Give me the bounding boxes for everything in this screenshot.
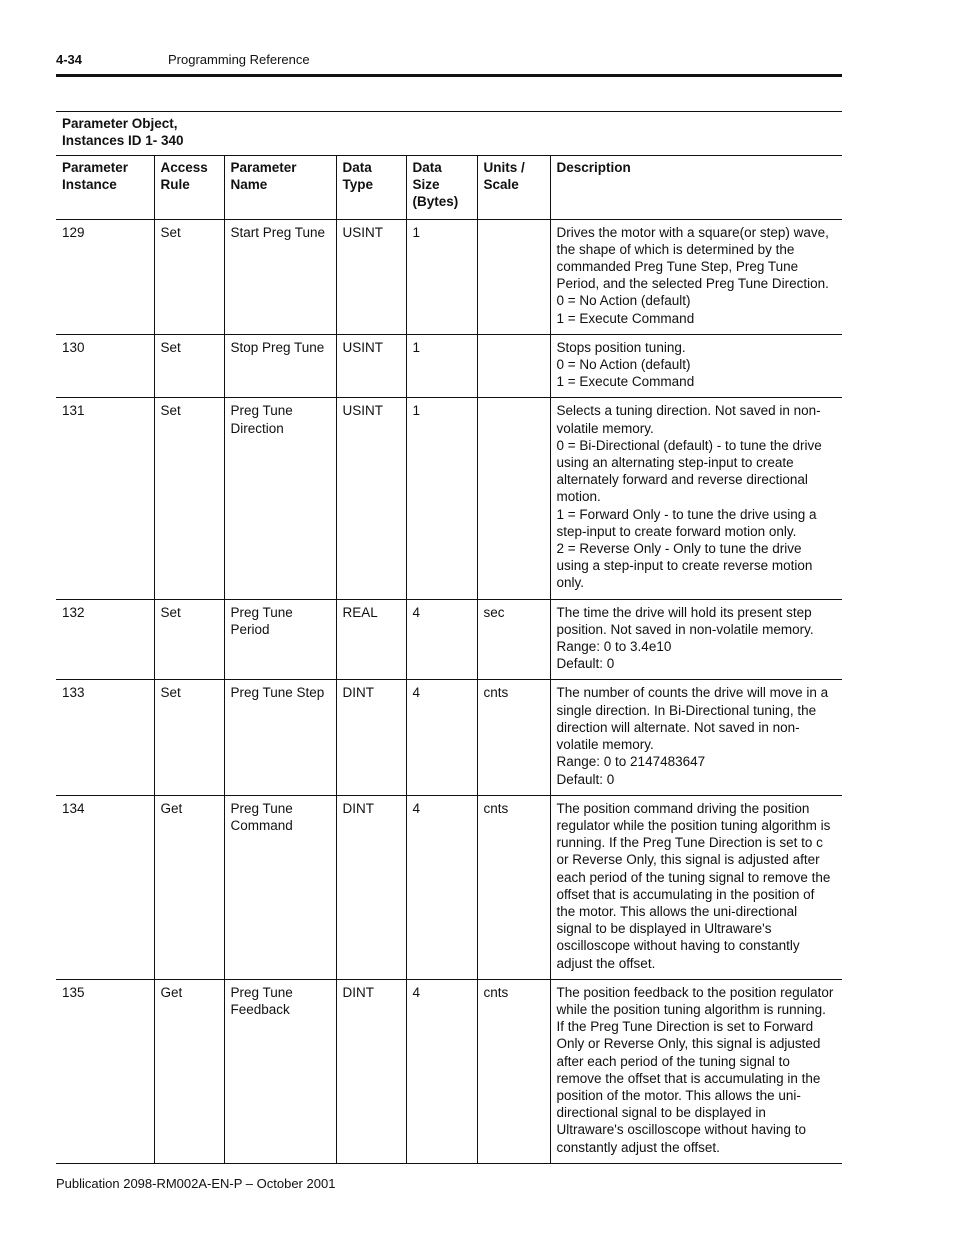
cell-name: Preg Tune Step — [224, 680, 336, 795]
header-size: Data Size (Bytes) — [406, 156, 477, 220]
header-type: Data Type — [336, 156, 406, 220]
cell-instance: 133 — [56, 680, 154, 795]
page-number: 4-34 — [56, 52, 83, 67]
cell-type: USINT — [336, 334, 406, 398]
cell-instance: 135 — [56, 979, 154, 1163]
cell-name: Start Preg Tune — [224, 219, 336, 334]
cell-type: DINT — [336, 795, 406, 979]
table-header-row — [56, 156, 842, 220]
cell-instance: 131 — [56, 398, 154, 599]
table-row — [56, 979, 842, 1163]
cell-type: USINT — [336, 219, 406, 334]
cell-type: REAL — [336, 599, 406, 680]
header-instance: Parameter Instance — [56, 156, 154, 220]
cell-units — [477, 398, 550, 599]
cell-instance: 134 — [56, 795, 154, 979]
caption-line-2: Instances ID 1- 340 — [62, 133, 184, 148]
cell-description: The position command driving the position regulator while the position tuning algorithm is running. If the Preg Tune Direction is set to c or Reverse Only, this signal is adjusted after each period of the tuning signal to remove the offset that is accumulating in the position of the motor. This allows the uni-directional signal to be displayed in Ultraware's oscilloscope without having to constantly adjust the offset. — [550, 795, 842, 979]
cell-type: DINT — [336, 680, 406, 795]
table-row — [56, 398, 842, 599]
cell-description: The number of counts the drive will move in a single direction. In Bi-Directional tuning, the direction will alternate. Not saved in non-volatile memory. Range: 0 to 2147483647 Default: 0 — [550, 680, 842, 795]
cell-access: Get — [154, 979, 224, 1163]
cell-size: 1 — [406, 219, 477, 334]
header-name: Parameter Name — [224, 156, 336, 220]
cell-description: Drives the motor with a square(or step) wave, the shape of which is determined by the commanded Preg Tune Step, Preg Tune Period, and the selected Preg Tune Direction. 0 = No Action (default) 1 = Execute Command — [550, 219, 842, 334]
cell-type: USINT — [336, 398, 406, 599]
header-description: Description — [550, 156, 842, 220]
cell-access: Set — [154, 680, 224, 795]
cell-units: cnts — [477, 680, 550, 795]
cell-description: The time the drive will hold its present step position. Not saved in non-volatile memory. Range: 0 to 3.4e10 Default: 0 — [550, 599, 842, 680]
cell-name: Preg Tune Command — [224, 795, 336, 979]
parameter-table — [56, 155, 842, 1164]
cell-units: sec — [477, 599, 550, 680]
cell-description: Selects a tuning direction. Not saved in non-volatile memory. 0 = Bi-Directional (default) - to tune the drive using an alternating step-input to create alternately forward and reverse directional motion. 1 = Forward Only - to tune the drive using a step-input to create forward motion only. 2 = Reverse Only - Only to tune the drive using a step-input to create reverse motion only. — [550, 398, 842, 599]
table-row — [56, 599, 842, 680]
section-title: Programming Reference — [168, 52, 310, 67]
cell-instance: 130 — [56, 334, 154, 398]
cell-size: 1 — [406, 334, 477, 398]
publication-footer: Publication 2098-RM002A-EN-P – October 2001 — [56, 1176, 336, 1191]
cell-units: cnts — [477, 979, 550, 1163]
cell-instance: 132 — [56, 599, 154, 680]
table-row — [56, 334, 842, 398]
cell-size: 4 — [406, 979, 477, 1163]
cell-size: 4 — [406, 599, 477, 680]
cell-name: Stop Preg Tune — [224, 334, 336, 398]
header-units: Units / Scale — [477, 156, 550, 220]
cell-size: 4 — [406, 795, 477, 979]
cell-name: Preg Tune Period — [224, 599, 336, 680]
table-row — [56, 680, 842, 795]
cell-units: cnts — [477, 795, 550, 979]
header-rule — [56, 74, 842, 77]
cell-description: Stops position tuning. 0 = No Action (default) 1 = Execute Command — [550, 334, 842, 398]
cell-name: Preg Tune Feedback — [224, 979, 336, 1163]
cell-size: 4 — [406, 680, 477, 795]
cell-type: DINT — [336, 979, 406, 1163]
cell-access: Set — [154, 599, 224, 680]
cell-access: Set — [154, 398, 224, 599]
table-caption — [62, 115, 184, 149]
caption-line-1: Parameter Object, — [62, 116, 178, 131]
cell-name: Preg Tune Direction — [224, 398, 336, 599]
table-row — [56, 795, 842, 979]
cell-units — [477, 219, 550, 334]
cell-size: 1 — [406, 398, 477, 599]
cell-description: The position feedback to the position regulator while the position tuning algorithm is running. If the Preg Tune Direction is set to Forward Only or Reverse Only, this signal is adjusted after each period of the tuning signal to remove the offset that is accumulating in the position of the motor. This allows the uni-directional signal to be displayed in Ultraware's oscilloscope without having to constantly adjust the offset. — [550, 979, 842, 1163]
cell-access: Set — [154, 334, 224, 398]
cell-units — [477, 334, 550, 398]
cell-instance: 129 — [56, 219, 154, 334]
table-top-rule — [56, 111, 842, 112]
table-row — [56, 219, 842, 334]
cell-access: Set — [154, 219, 224, 334]
header-access: Access Rule — [154, 156, 224, 220]
cell-access: Get — [154, 795, 224, 979]
